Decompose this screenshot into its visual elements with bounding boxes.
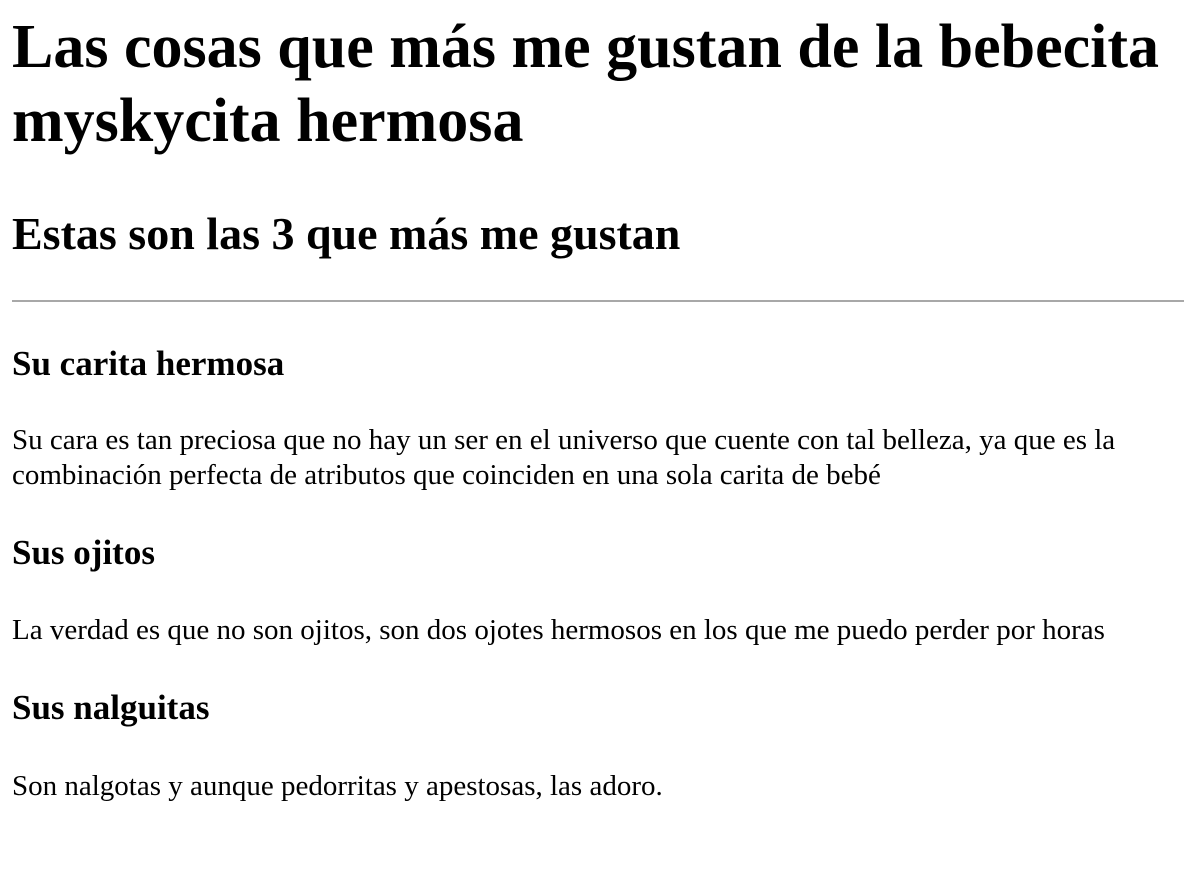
section-text-nalguitas: Son nalgotas y aunque pedorritas y apestosas, las adoro. (12, 770, 663, 802)
section-heading-ojitos: Sus ojitos (12, 533, 155, 572)
section-heading-nalguitas: Sus nalguitas (12, 688, 210, 727)
page-content (12, 0, 1184, 804)
section-divider (12, 300, 1184, 302)
section-text-carita: Su cara es tan preciosa que no hay un ser en el universo que cuente con tal belleza, ya que es la combinación perfecta de atributos que coinciden en una sola carita de bebé (12, 424, 1116, 491)
section-text-ojitos: La verdad es que no son ojitos, son dos ojotes hermosos en los que me puedo perder por horas (12, 614, 1105, 646)
page-title: Las cosas que más me gustan de la bebecita myskycita hermosa (12, 13, 1160, 155)
section-heading-carita: Su carita hermosa (12, 344, 285, 383)
page-subtitle: Estas son las 3 que más me gustan (12, 208, 681, 259)
